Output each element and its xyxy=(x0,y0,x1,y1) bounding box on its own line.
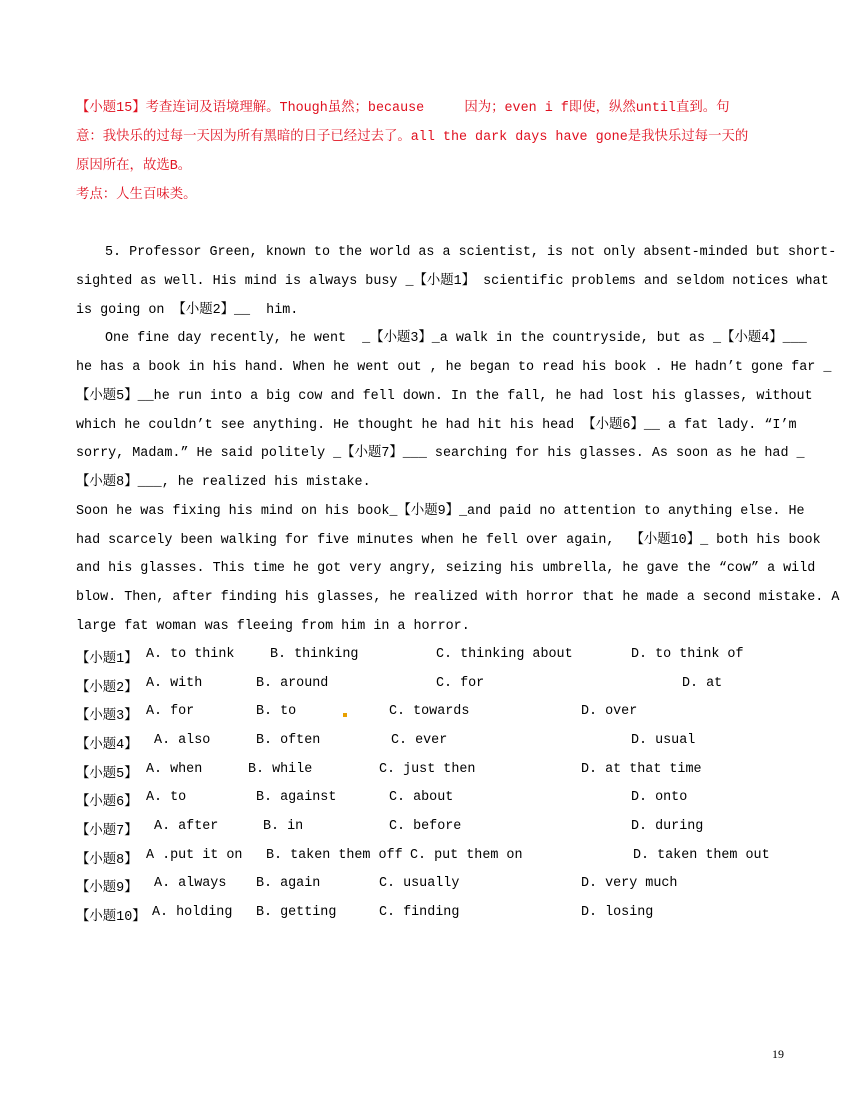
keypoint-label: 考点：人生百味类。 xyxy=(76,188,197,203)
question-row xyxy=(76,790,796,808)
option-b: B. often xyxy=(256,733,321,748)
option-a: A. to think xyxy=(146,647,235,662)
analysis-line-2: 意：我快乐的过每一天因为所有黑暗的日子已经过去了。all the dark days have gone是我快乐过每一天的 xyxy=(76,130,749,145)
option-b: B. again xyxy=(256,876,321,891)
option-c: C. ever xyxy=(391,733,448,748)
option-a: A. always xyxy=(146,876,227,891)
question-number: 【小题9】 xyxy=(76,881,138,896)
passage-line: 【小题8】___, he realized his mistake. xyxy=(76,475,371,490)
option-c: C. just then xyxy=(379,762,476,777)
option-c: C. about xyxy=(389,790,454,805)
option-a: A .put it on xyxy=(146,848,243,863)
option-d: D. very much xyxy=(581,876,678,891)
option-b: B. around xyxy=(256,676,329,691)
passage-line: Soon he was fixing his mind on his book_【小题9】_and paid no attention to anything else. He xyxy=(76,504,805,519)
option-a: A. to xyxy=(146,790,187,805)
question-number: 【小题2】 xyxy=(76,681,138,696)
question-number: 【小题3】 xyxy=(76,709,138,724)
option-a: A. holding xyxy=(152,905,233,920)
option-a: A. with xyxy=(146,676,203,691)
question-row xyxy=(76,819,796,837)
option-b: B. thinking xyxy=(270,647,359,662)
passage-line: large fat woman was fleeing from him in a horror. xyxy=(76,619,470,634)
passage-line: 5. Professor Green, known to the world as a scientist, is not only absent-minded but short- xyxy=(105,245,837,260)
option-d: D. taken them out xyxy=(633,848,770,863)
question-row xyxy=(76,704,796,722)
option-b: B. against xyxy=(256,790,337,805)
option-c: C. towards xyxy=(389,704,470,719)
passage-line: sighted as well. His mind is always busy _【小题1】 scientific problems and seldom notices what xyxy=(76,274,829,289)
analysis-line-3: 原因所在，故选B。 xyxy=(76,159,192,174)
passage-line: blow. Then, after finding his glasses, he realized with horror that he made a second mistake. A xyxy=(76,590,840,605)
passage-line: he has a book in his hand. When he went out , he began to read his book . He hadn’t gone far _ xyxy=(76,360,832,375)
option-d: D. at xyxy=(682,676,723,691)
option-c: C. thinking about xyxy=(436,647,573,662)
question-row xyxy=(76,762,796,780)
option-b: B. taken them off xyxy=(266,848,403,863)
question-number: 【小题6】 xyxy=(76,795,138,810)
option-b: B. getting xyxy=(256,905,337,920)
passage-line: is going on 【小题2】__ him. xyxy=(76,303,299,318)
passage-line: One fine day recently, he went _【小题3】_a walk in the countryside, but as _【小题4】___ xyxy=(105,331,807,346)
option-a: A. for xyxy=(146,704,195,719)
question-row xyxy=(76,876,796,894)
question-row xyxy=(76,905,796,923)
passage-line: and his glasses. This time he got very angry, seizing his umbrella, he gave the “cow” a wild xyxy=(76,561,816,576)
ink-dot xyxy=(343,713,347,717)
page-number: 19 xyxy=(772,1047,784,1061)
question-row xyxy=(76,848,796,866)
passage-line: had scarcely been walking for five minutes when he fell over again, 【小题10】_ both his book xyxy=(76,533,821,548)
option-c: C. finding xyxy=(379,905,460,920)
passage-line: sorry, Madam.” He said politely _【小题7】___ searching for his glasses. As soon as he had _ xyxy=(76,446,805,461)
option-d: D. to think of xyxy=(631,647,744,662)
option-d: D. during xyxy=(631,819,704,834)
option-a: A. after xyxy=(146,819,219,834)
question-row xyxy=(76,676,796,694)
option-d: D. onto xyxy=(631,790,688,805)
option-d: D. over xyxy=(581,704,638,719)
option-c: C. usually xyxy=(379,876,460,891)
option-b: B. in xyxy=(263,819,304,834)
passage-line: 【小题5】__he run into a big cow and fell down. In the fall, he had lost his glasses, without xyxy=(76,389,813,404)
question-number: 【小题5】 xyxy=(76,767,138,782)
option-d: D. losing xyxy=(581,905,654,920)
option-d: D. usual xyxy=(631,733,696,748)
option-a: A. also xyxy=(146,733,211,748)
question-row xyxy=(76,733,796,751)
question-number: 【小题8】 xyxy=(76,853,138,868)
passage-line: which he couldn’t see anything. He thought he had hit his head 【小题6】__ a fat lady. “I’m xyxy=(76,418,797,433)
option-a: A. when xyxy=(146,762,203,777)
question-row xyxy=(76,647,796,665)
question-number: 【小题10】 xyxy=(76,910,146,925)
option-b: B. to xyxy=(256,704,297,719)
option-c: C. before xyxy=(389,819,462,834)
option-b: B. while xyxy=(248,762,313,777)
option-c: C. put them on xyxy=(410,848,523,863)
question-number: 【小题4】 xyxy=(76,738,138,753)
option-c: C. for xyxy=(436,676,485,691)
analysis-line-1: 【小题15】考查连词及语境理解。Though虽然；because 因为；even i f即使，纵然until直到。句 xyxy=(76,101,730,116)
question-number: 【小题1】 xyxy=(76,652,138,667)
option-d: D. at that time xyxy=(581,762,702,777)
question-number: 【小题7】 xyxy=(76,824,138,839)
